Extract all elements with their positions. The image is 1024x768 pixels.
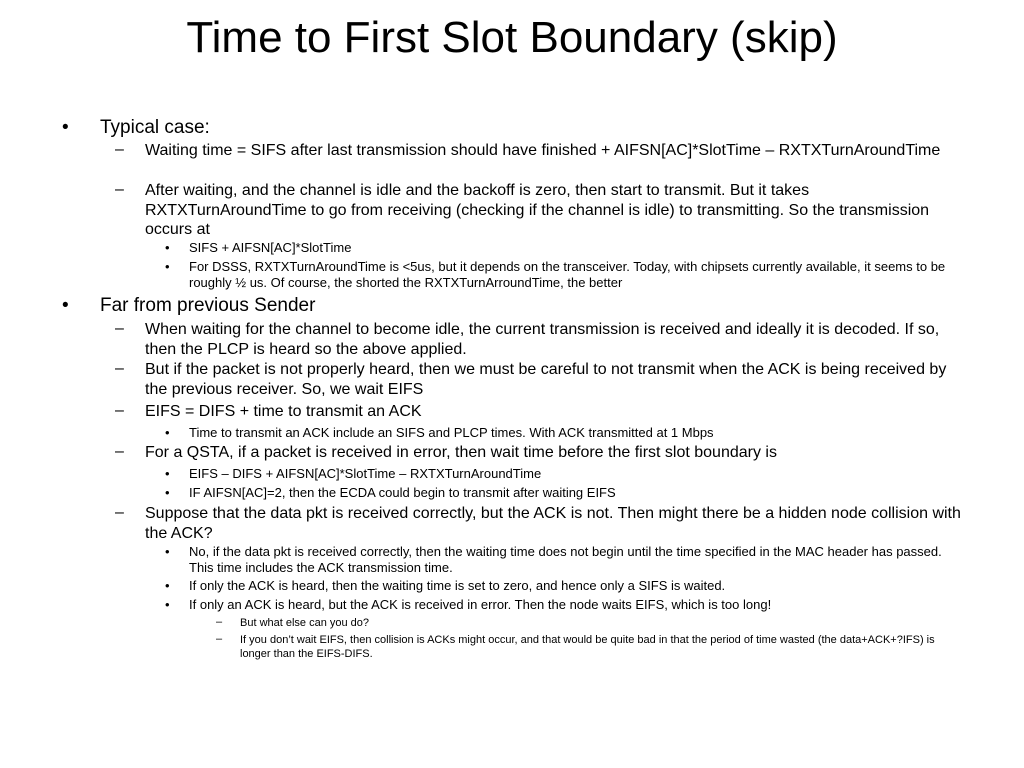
bullet-text: For DSSS, RXTXTurnAroundTime is <5us, but it depends on the transceiver. Today, with chipsets currently available, it seems to be roughly ½ us. Of course, the shorted the RXTXTurnArroundTime, the better <box>189 259 946 290</box>
bullet-marker: – <box>115 443 124 460</box>
bullet-text: When waiting for the channel to become idle, the current transmission is received and ideally it is decoded. If so, then the PLCP is heard so the above applied. <box>145 321 940 358</box>
bullet-marker: – <box>115 402 124 419</box>
bullet-marker: – <box>115 360 124 377</box>
bullet-text: After waiting, and the channel is idle and the backoff is zero, then start to transmit. But it takes RXTXTurnAroundTime to go from receiving (checking if the channel is idle) to transmitting. So the transmission occurs at <box>145 182 930 238</box>
bullet-marker: – <box>115 181 124 198</box>
bullet-marker: – <box>115 504 124 521</box>
bullet-marker: – <box>115 320 124 337</box>
bullet-marker: • <box>165 259 170 274</box>
bullet-text: IF AIFSN[AC]=2, then the ECDA could begin to transmit after waiting EIFS <box>189 485 616 500</box>
bullet-text: For a QSTA, if a packet is received in error, then wait time before the first slot boundary is <box>145 444 777 461</box>
bullet-text: Suppose that the data pkt is received correctly, but the ACK is not. Then might there be a hidden node collision with the ACK? <box>145 505 961 542</box>
bullet-text: Time to transmit an ACK include an SIFS and PLCP times. With ACK transmitted at 1 Mbps <box>189 425 714 440</box>
bullet-text: EIFS – DIFS + AIFSN[AC]*SlotTime – RXTXTurnAroundTime <box>189 466 542 481</box>
bullet-marker: • <box>165 578 170 593</box>
bullet-marker: • <box>165 597 170 612</box>
bullet-marker: • <box>165 240 170 255</box>
bullet-text: But if the packet is not properly heard, then we must be careful to not transmit when the ACK is being received by the previous receiver. So, we wait EIFS <box>145 361 947 398</box>
bullet-marker: – <box>216 633 223 645</box>
bullet-text: If you don’t wait EIFS, then collision is ACKs might occur, and that would be quite bad in that the period of time wasted (the data+ACK+?IFS) is longer than the EIFS-DIFS. <box>240 634 935 660</box>
bullet-text: If only an ACK is heard, but the ACK is received in error. Then the node waits EIFS, which is too long! <box>189 597 772 612</box>
bullet-text: Waiting time = SIFS after last transmission should have finished + AIFSN[AC]*SlotTime – RXTXTurnAroundTime <box>145 142 941 159</box>
bullet-text: Typical case: <box>100 117 210 138</box>
bullet-marker: • <box>62 295 69 316</box>
bullet-text: Far from previous Sender <box>100 295 316 316</box>
bullet-marker: • <box>165 425 170 440</box>
bullet-text: But what else can you do? <box>240 617 370 629</box>
bullet-marker: – <box>216 616 223 628</box>
bullet-text: EIFS = DIFS + time to transmit an ACK <box>145 403 422 420</box>
bullet-marker: • <box>165 466 170 481</box>
bullet-marker: • <box>165 544 170 559</box>
bullet-marker: • <box>165 485 170 500</box>
bullet-marker: – <box>115 141 124 158</box>
bullet-text: SIFS + AIFSN[AC]*SlotTime <box>189 240 352 255</box>
slide-title: Time to First Slot Boundary (skip) <box>186 13 838 62</box>
bullet-marker: • <box>62 117 69 138</box>
bullet-text: No, if the data pkt is received correctly, then the waiting time does not begin until the time specified in the MAC header has passed. This time includes the ACK transmission time. <box>189 544 942 575</box>
bullet-text: If only the ACK is heard, then the waiting time is set to zero, and hence only a SIFS is waited. <box>189 578 726 593</box>
